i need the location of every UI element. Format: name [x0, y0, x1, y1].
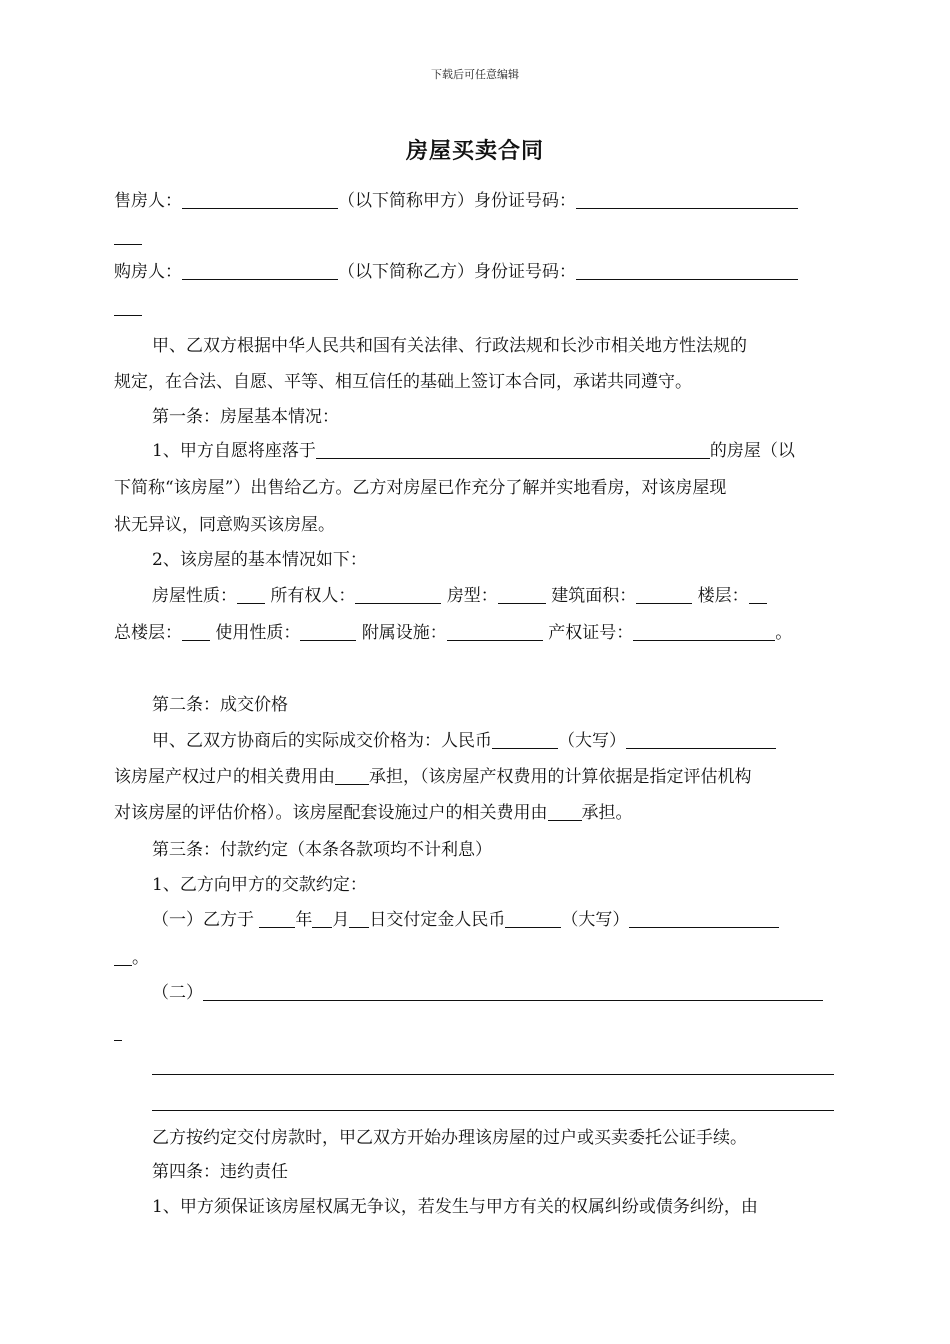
- certificate-number-field[interactable]: [633, 622, 775, 641]
- intro-line-2: 规定，在合法、自愿、平等、相互信任的基础上签订本合同，承诺共同遵守。: [114, 372, 692, 392]
- owner-field[interactable]: [355, 585, 441, 604]
- room-type-field[interactable]: [498, 585, 546, 604]
- clause-text: 承担，（该房屋产权费用的计算依据是指定评估机构: [369, 767, 752, 787]
- field-label: 使用性质：: [215, 623, 301, 643]
- transfer-fee-party-field[interactable]: [335, 766, 369, 785]
- facilities-field[interactable]: [447, 622, 543, 641]
- clause-text: 日交付定金人民币: [369, 910, 506, 930]
- floor-field[interactable]: [749, 585, 767, 604]
- payment-item-2: [152, 981, 823, 1005]
- deposit-month-field[interactable]: [312, 909, 332, 928]
- buyer-id-field-continued[interactable]: [114, 315, 142, 316]
- buyer-id-field[interactable]: [576, 261, 798, 280]
- buyer-name-field[interactable]: [182, 261, 338, 280]
- deposit-amount-field[interactable]: [505, 909, 561, 928]
- payment-item-1-end: [114, 946, 149, 970]
- page-header: 下载后可任意编辑: [431, 68, 519, 81]
- article-1-heading: 第一条：房屋基本情况：: [152, 407, 339, 427]
- payment-blank-line-1[interactable]: [152, 1074, 834, 1075]
- clause-text: 。: [132, 948, 149, 968]
- article-4-clause-1: 1、甲方须保证该房屋权属无争议，若发生与甲方有关的权属纠纷或债务纠纷，由: [152, 1197, 758, 1217]
- article-1-clause-1-line-2: 下简称“该房屋”）出售给乙方。乙方对房屋已作充分了解并实地看房，对该房屋现: [114, 478, 727, 498]
- area-field[interactable]: [636, 585, 692, 604]
- deposit-uppercase-field[interactable]: [629, 909, 779, 928]
- field-label: 楼层：: [697, 586, 749, 606]
- article-3-clause-1: 1、乙方向甲方的交款约定：: [152, 875, 367, 895]
- clause-text: 该房屋产权过户的相关费用由: [114, 767, 335, 787]
- seller-alias: （以下简称甲方）身份证号码：: [338, 191, 576, 211]
- payment-blank-line-2[interactable]: [152, 1110, 834, 1111]
- field-label: 所有权人：: [270, 586, 356, 606]
- deposit-uppercase-field-continued[interactable]: [114, 947, 132, 966]
- article-2-heading: 第二条：成交价格: [152, 695, 288, 715]
- article-4-heading: 第四条：违约责任: [152, 1162, 288, 1182]
- payment-item-2-field-continued[interactable]: [114, 1040, 122, 1041]
- buyer-alias: （以下简称乙方）身份证号码：: [338, 262, 576, 282]
- field-label: 房屋性质：: [152, 586, 237, 606]
- facility-fee-party-field[interactable]: [548, 802, 582, 821]
- property-details-row-1: [152, 584, 767, 608]
- article-1-clause-2: 2、该房屋的基本情况如下：: [152, 550, 367, 570]
- price-line-3: [114, 801, 633, 825]
- price-amount-field[interactable]: [492, 730, 558, 749]
- article-1-clause-1-line-3: 状无异议，同意购买该房屋。: [114, 515, 335, 535]
- field-label: 附属设施：: [361, 623, 447, 643]
- clause-text: （大写）: [558, 731, 626, 751]
- clause-text: 对该房屋的评估价格）。该房屋配套设施过户的相关费用由: [114, 803, 548, 823]
- buyer-line: [114, 260, 798, 284]
- seller-id-field[interactable]: [576, 190, 798, 209]
- clause-text: 承担。: [581, 803, 633, 823]
- field-label: 。: [775, 623, 793, 643]
- usage-field[interactable]: [300, 622, 356, 641]
- property-details-row-2: [114, 621, 792, 645]
- payment-item-2-field[interactable]: [203, 982, 823, 1001]
- deposit-year-field[interactable]: [259, 909, 295, 928]
- field-label: 房型：: [446, 586, 498, 606]
- clause-text: 年: [295, 910, 313, 930]
- price-line-1: [152, 729, 776, 753]
- property-location-field[interactable]: [316, 440, 710, 459]
- property-nature-field[interactable]: [237, 585, 265, 604]
- clause-text: 的房屋（以: [709, 441, 795, 461]
- clause-text: 甲、乙双方协商后的实际成交价格为：人民币: [152, 731, 492, 751]
- clause-text: （一）乙方于: [152, 910, 254, 930]
- article-3-heading: 第三条：付款约定（本条各款项均不计利息）: [152, 840, 492, 860]
- seller-line: [114, 189, 798, 213]
- seller-id-field-continued[interactable]: [114, 244, 142, 245]
- price-uppercase-field[interactable]: [626, 730, 776, 749]
- clause-text: （二）: [152, 983, 203, 1003]
- document-title: 房屋买卖合同: [405, 138, 544, 164]
- buyer-label: 购房人：: [114, 262, 182, 282]
- clause-text: 月: [332, 910, 350, 930]
- deposit-day-field[interactable]: [349, 909, 369, 928]
- clause-text: （大写）: [561, 910, 630, 930]
- field-label: 建筑面积：: [551, 586, 637, 606]
- seller-name-field[interactable]: [182, 190, 338, 209]
- payment-closing: 乙方按约定交付房款时，甲乙双方开始办理该房屋的过户或买卖委托公证手续。: [152, 1128, 747, 1148]
- price-line-2: [114, 765, 752, 789]
- article-1-clause-1: [152, 439, 795, 463]
- intro-line-1: 甲、乙双方根据中华人民共和国有关法律、行政法规和长沙市相关地方性法规的: [152, 336, 747, 356]
- field-label: 产权证号：: [548, 623, 634, 643]
- field-label: 总楼层：: [114, 623, 182, 643]
- clause-text: 1、甲方自愿将座落于: [152, 441, 316, 461]
- seller-label: 售房人：: [114, 191, 182, 211]
- total-floors-field[interactable]: [182, 622, 210, 641]
- payment-item-1: [152, 908, 779, 932]
